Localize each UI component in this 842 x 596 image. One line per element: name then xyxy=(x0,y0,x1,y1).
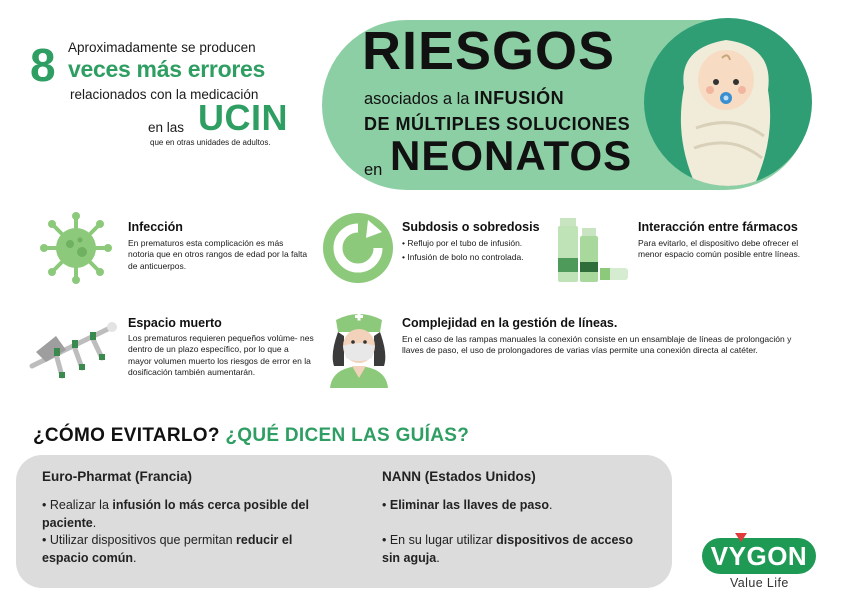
connectors-icon xyxy=(26,316,122,386)
banner-line-3: DE MÚLTIPLES SOLUCIONES xyxy=(364,114,631,134)
risk-infeccion-title: Infección xyxy=(128,220,183,234)
risk-subdosis-bullet-1: • Reflujo por el tubo de infusión. xyxy=(402,238,523,248)
banner-line-2: asociados a la INFUSIÓN xyxy=(364,88,565,108)
risk-interaccion-title: Interacción entre fármacos xyxy=(638,220,798,234)
risk-espacio-text: Los prematuros requieren pequeños volúme- nes dentro de un plazo específico, por lo que a mayor volumen muerto los riesgos de error en la dosificación también aumentarán. xyxy=(128,333,314,378)
guide-right-bullet-1: • Eliminar las llaves de paso. xyxy=(382,498,553,512)
risk-complejidad-title: Complejidad en la gestión de líneas. xyxy=(402,316,618,330)
guide-left-bullet-1: • Realizar la infusión lo más cerca posible del paciente. xyxy=(42,498,309,531)
stat-line-3: relacionados con la medicación xyxy=(70,87,259,102)
guide-left-title: Euro-Pharmat (Francia) xyxy=(42,469,193,484)
risk-subdosis-title: Subdosis o sobredosis xyxy=(402,220,540,234)
vials-icon xyxy=(554,218,630,284)
logo-tagline: Value Life xyxy=(730,576,789,590)
baby-illustration xyxy=(644,18,812,186)
section-heading xyxy=(33,425,469,447)
risk-infeccion-text: En prematuros esta complicación es más notoria que en otros rangos de edad por la falta de anticuerpos. xyxy=(128,238,308,271)
logo-triangle-icon xyxy=(735,533,747,542)
banner-neonatos: NEONATOS xyxy=(390,132,633,179)
heading-part-2: ¿QUÉ DICEN LAS GUÍAS? xyxy=(225,425,470,446)
nurse-icon xyxy=(322,306,396,388)
risk-complejidad-text: En el caso de las rampas manuales la conexión consiste en un ensamblaje de líneas de prolongación y llaves de paso, el uso de prolongadores de varias vías permite una conexión directa al catéter. xyxy=(402,334,792,356)
cycle-icon xyxy=(322,212,394,284)
virus-icon xyxy=(36,208,116,288)
banner-en: en xyxy=(364,161,383,179)
risk-subdosis-bullet-2: • Infusión de bolo no controlada. xyxy=(402,252,524,262)
baby-icon xyxy=(644,18,812,186)
stat-block xyxy=(28,34,298,164)
banner-title: RIESGOS xyxy=(362,21,616,81)
risk-espacio-title: Espacio muerto xyxy=(128,316,222,330)
vygon-logo xyxy=(702,530,832,590)
guide-right-bullet-2: • En su lugar utilizar dispositivos de acceso sin aguja. xyxy=(382,533,634,566)
risk-interaccion-text: Para evitarlo, el dispositivo debe ofrecer el menor espacio común posible entre líneas. xyxy=(638,238,801,260)
stat-line-5: que en otras unidades de adultos. xyxy=(150,138,271,147)
stat-highlight: veces más errores xyxy=(68,56,265,82)
logo-word: VYGON xyxy=(710,541,808,571)
stat-line-1: Aproximadamente se producen xyxy=(68,40,256,55)
heading-part-1: ¿CÓMO EVITARLO? xyxy=(33,425,220,446)
guide-right-title: NANN (Estados Unidos) xyxy=(382,469,536,484)
guides-panel xyxy=(16,455,672,588)
stat-ucin: UCIN xyxy=(198,97,288,138)
guide-left-bullet-2: • Utilizar dispositivos que permitan reducir el espacio común. xyxy=(42,533,293,566)
stat-line-4: en las xyxy=(148,120,185,135)
stat-number: 8 xyxy=(30,39,56,91)
